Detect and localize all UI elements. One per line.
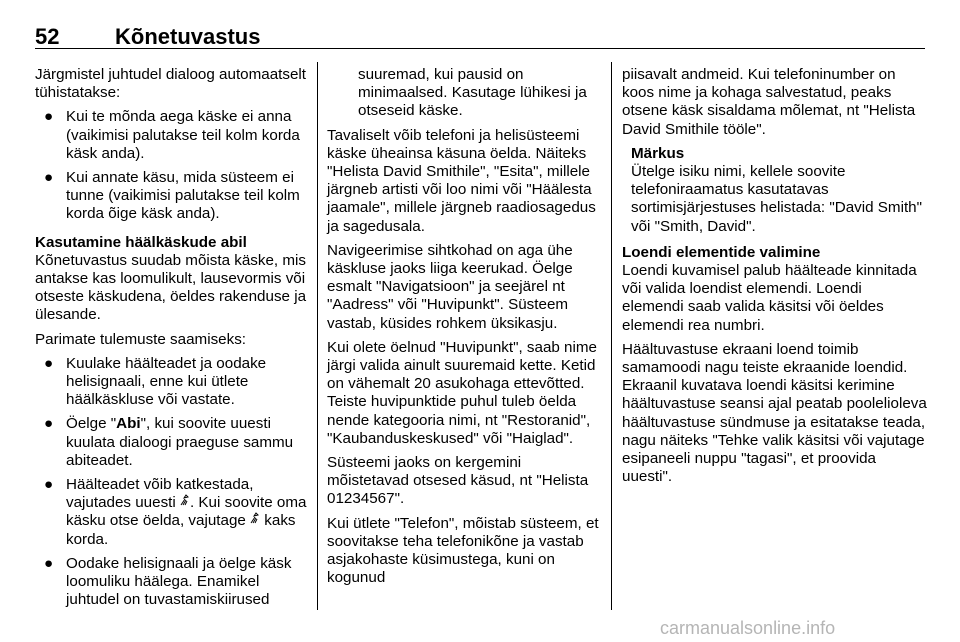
list-item: ● Kui annate käsu, mida süsteem ei tunne (vaikimisi palutakse teil kolm korda õige käsk anda). xyxy=(44,169,300,223)
voice-button-icon xyxy=(250,511,260,529)
bullet-icon: ● xyxy=(44,108,54,126)
paragraph: Navigeerimise sihtkohad on aga ühe käskluse jaoks liiga keerukad. Öelge esmalt "Navigatsioon" ja seejärel nt "Aadress" või "Huvipunkt". Süsteem vastab, küsides rohkem üksikasju. xyxy=(327,241,573,332)
paragraph: Tavaliselt võib telefoni ja helisüsteemi käske üheainsa käsuna öelda. Näiteks "Helista David Smithile", "Esita", millele järgneb artisti või loo nimi või "Häälesta jaamale", millele järgneb raadiosagedus ja sagedusala. xyxy=(327,126,596,235)
column-3 xyxy=(622,66,927,492)
paragraph: Süsteemi jaoks on kergemini mõistetavad otsesed käsud, nt "Helista 01234567". xyxy=(327,454,589,508)
paragraph: Kui olete öelnud "Huvipunkt", saab nime järgi valida ainult suuremaid kette. Ketid on vähemalt 20 asukohaga ettevõtted. Teiste huvipunktide puhul tuleb öelda nende kategooria nimi, nt "Restoranid", "Kaubanduskeskused" või "Haiglad". xyxy=(327,338,597,447)
note-title: Märkus xyxy=(631,144,685,162)
bullet-icon: ● xyxy=(44,415,54,433)
paragraph: Häältuvastuse ekraani loend toimib samamoodi nagu teiste ekraanide loendid. Ekraanil kuvatava loendi käsitsi kerimine häältuvastuse seansi ajal peatab poolelioleva häältuvastuse sündmuse ja esitatakse teada, nagu näiteks "Tehke valik käsitsi või vajutage esipaneeli nuppu "tagasi", et proovida uuesti". xyxy=(622,340,927,486)
paragraph: Kõnetuvastus suudab mõista käske, mis antakse kas loomulikult, lausevormis või otseste käskudena, öeldes rakenduse ja ülesande. xyxy=(35,251,307,324)
bullet-icon: ● xyxy=(44,554,54,572)
note-box xyxy=(622,145,927,236)
bullet-icon: ● xyxy=(44,476,54,494)
intro-text: Järgmistel juhtudel dialoog automaatselt tühistatakse: xyxy=(35,66,307,102)
watermark: carmanualsonline.info xyxy=(660,618,836,638)
bullet-icon: ● xyxy=(44,169,54,187)
column-divider-2 xyxy=(611,62,612,610)
list-item: ● Öelge "Abi", kui soovite uuesti kuulata dialoogi praeguse sammu abiteadet. xyxy=(44,415,294,469)
paragraph: Kui ütlete "Telefon", mõistab süsteem, et soovitakse teha telefonikõne ja vastab asjakohaste küsimustega, kuni on kogunud xyxy=(327,514,599,587)
list-item: ● Kui te mõnda aega käske ei anna (vaikimisi palutakse teil kolm korda käsk anda). xyxy=(44,108,300,162)
bullet-icon: ● xyxy=(44,354,54,372)
paragraph: Loendi kuvamisel palub häälteade kinnitada või valida loendist elemendi. Loendi elemendi saab valida käsitsi või öeldes elemendi rea numbri. xyxy=(622,262,917,334)
list-item: ● Oodake helisignaali ja öelge käsk loomuliku häälega. Enamikel juhtudel on tuvastamiskiirused xyxy=(44,554,292,609)
list-item: ● Häälteadet võib katkestada, vajutades uuesti . Kui soovite oma käsku otse öelda, vajutage kaks korda. xyxy=(44,476,307,548)
paragraph: Parimate tulemuste saamiseks: xyxy=(35,330,247,348)
page-number: 52 xyxy=(35,24,60,49)
cancel-list xyxy=(35,108,310,223)
help-command: Abi xyxy=(116,415,141,433)
section-heading: Loendi elementide valimine xyxy=(622,243,821,261)
column-divider-1 xyxy=(317,62,318,610)
column-2 xyxy=(327,66,605,593)
voice-button-icon xyxy=(180,493,190,511)
note-text: Ütelge isiku nimi, kellele soovite telefoniraamatus kasutatavas sortimisjärjestuses helistada: "David Smith" või "Smith, David". xyxy=(631,163,923,235)
section-heading: Kasutamine häälkäskude abil xyxy=(35,233,247,251)
page-header xyxy=(35,0,925,49)
tips-list xyxy=(35,355,310,610)
column-1 xyxy=(35,66,310,619)
list-item: ● Kuulake häälteadet ja oodake helisignaali, enne kui ütlete häälkäskluse või vastate. xyxy=(44,354,267,409)
chapter-title: Kõnetuvastus xyxy=(115,24,261,49)
paragraph: piisavalt andmeid. Kui telefoninumber on koos nime ja kohaga salvestatud, peaks otsene käsk sisaldama mõlemat, nt "Helista David Smithile tööle". xyxy=(622,66,916,138)
list-item-continuation: suuremad, kui pausid on minimaalsed. Kasutage lühikesi ja otseseid käske. xyxy=(358,66,587,120)
